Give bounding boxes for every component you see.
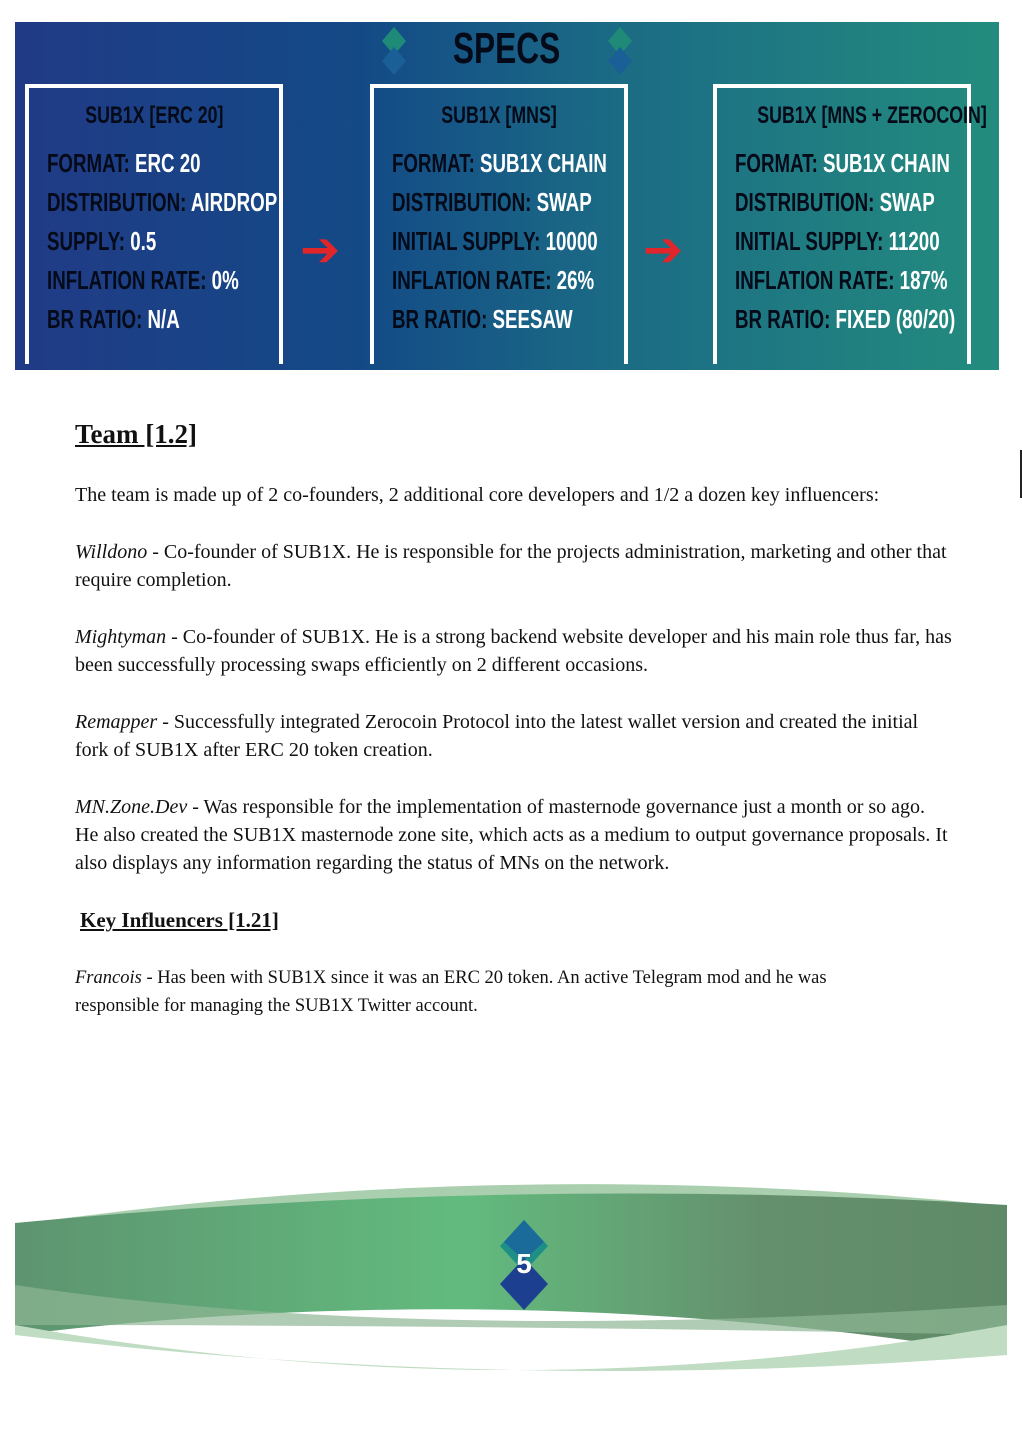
spec-row: INFLATION RATE: 187%: [735, 265, 948, 295]
team-intro: The team is made up of 2 co-founders, 2 additional core developers and 1/2 a dozen key influencers:: [75, 484, 880, 506]
influencer-paragraph: Francois - Has been with SUB1X since it was an ERC 20 token. An active Telegram mod and he was responsible for managing the SUB1X Twitter account.: [75, 968, 827, 1016]
spec-row: FORMAT: ERC 20: [47, 148, 201, 178]
team-heading: Team [1.2]: [75, 419, 197, 449]
spec-row: BR RATIO: FIXED (80/20): [735, 304, 956, 334]
specs-title: SPECS: [15, 24, 999, 75]
spec-box-heading: SUB1X [ERC 20]: [84, 102, 224, 129]
page-number: 5: [516, 1248, 532, 1279]
spec-row: DISTRIBUTION: SWAP: [392, 187, 592, 217]
spec-box: [713, 84, 987, 364]
spec-box-heading: SUB1X [MNS + ZEROCOIN]: [757, 102, 987, 129]
spec-row: FORMAT: SUB1X CHAIN: [735, 148, 950, 178]
arrow-right-icon: ➔: [300, 222, 341, 278]
member-paragraph: Mightyman - Co-founder of SUB1X. He is a strong backend website developer and his main role thus far, has been successfully processing swaps efficiently on 2 different occasions.: [75, 626, 952, 676]
spec-box-heading: SUB1X [MNS]: [441, 102, 557, 129]
spec-row: INFLATION RATE: 26%: [392, 265, 595, 295]
member-paragraph: Remapper - Successfully integrated Zerocoin Protocol into the latest wallet version and created the initial fork of SUB1X after ERC 20 token creation.: [75, 711, 919, 761]
member-paragraph: MN.Zone.Dev - Was responsible for the implementation of masternode governance just a month or so ago. He also created the SUB1X masternode zone site, which acts as a medium to output governance proposals. It also displays any information regarding the status of MNs on the network.: [75, 796, 948, 874]
spec-row: DISTRIBUTION: AIRDROP: [47, 187, 278, 217]
spec-box: [25, 84, 283, 364]
diamond-icon: [382, 27, 406, 75]
spec-row: DISTRIBUTION: SWAP: [735, 187, 935, 217]
influencers-heading: Key Influencers [1.21]: [80, 908, 279, 932]
spec-row: BR RATIO: N/A: [47, 304, 180, 334]
spec-row: INFLATION RATE: 0%: [47, 265, 239, 295]
arrow-right-icon: ➔: [643, 222, 684, 278]
specs-banner: [15, 22, 999, 370]
spec-row: INITIAL SUPPLY: 10000: [392, 226, 598, 256]
diamond-icon: [608, 27, 632, 75]
spec-box: [370, 84, 628, 364]
spec-row: INITIAL SUPPLY: 11200: [735, 226, 940, 256]
spec-row: BR RATIO: SEESAW: [392, 304, 573, 334]
spec-row: FORMAT: SUB1X CHAIN: [392, 148, 607, 178]
member-paragraph: Willdono - Co-founder of SUB1X. He is responsible for the projects administration, marketing and other that require completion.: [75, 541, 947, 591]
spec-row: SUPPLY: 0.5: [47, 226, 157, 256]
